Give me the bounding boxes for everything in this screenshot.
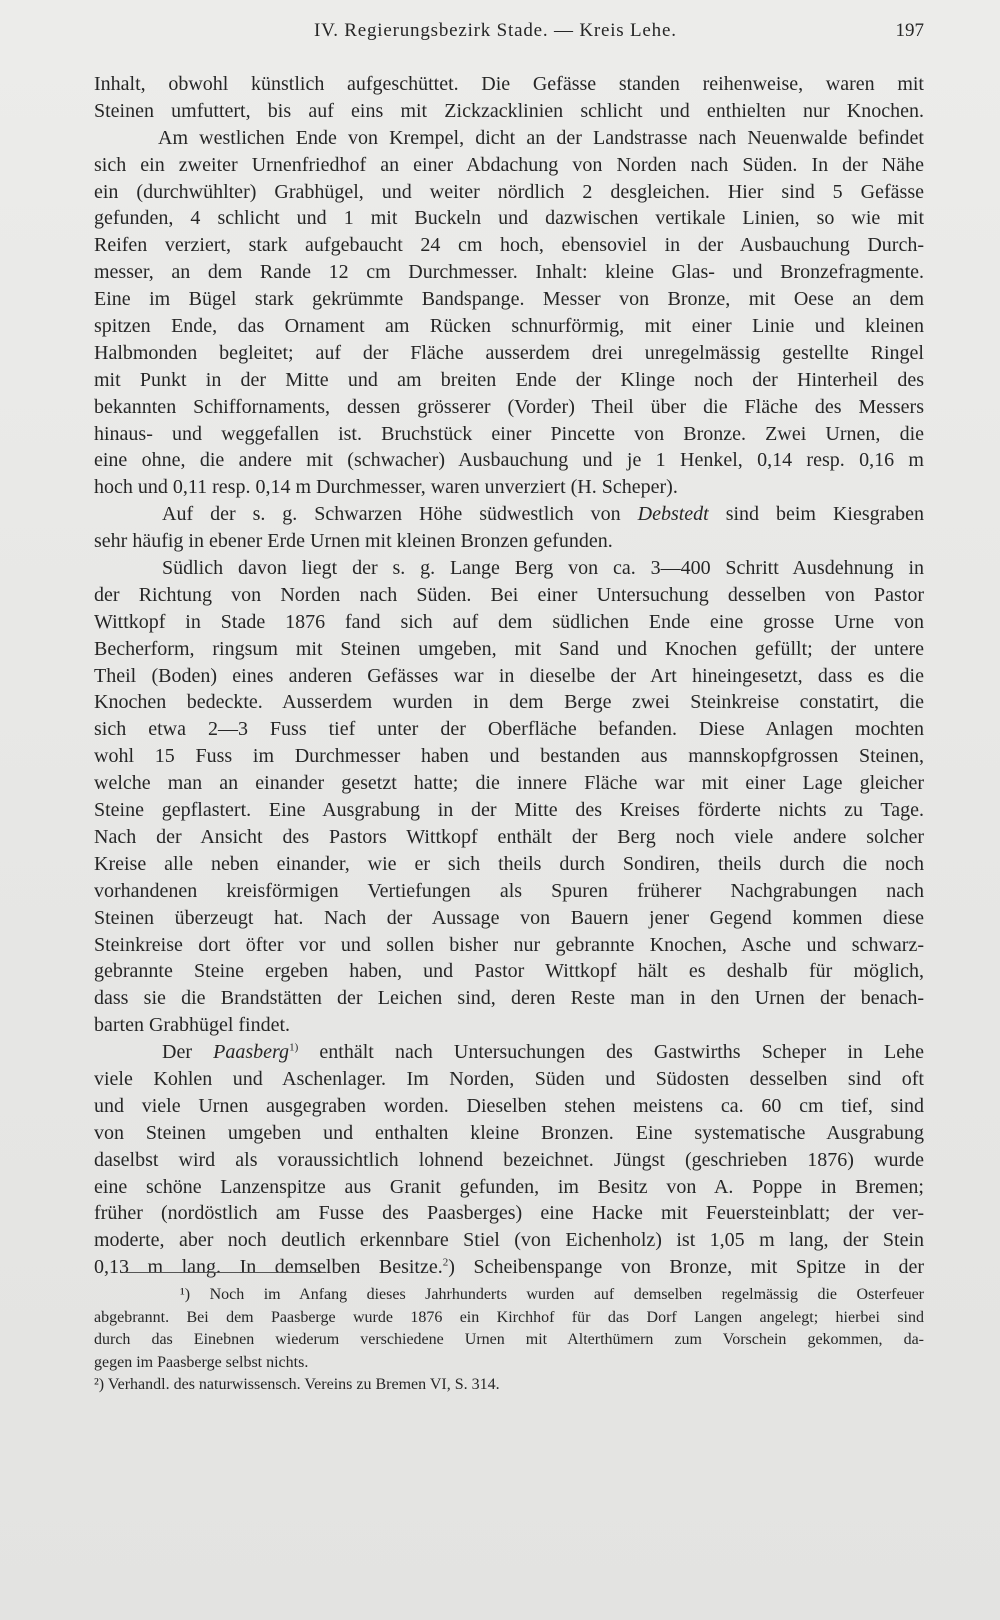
text-line: Südlich davon liegt der s. g. Lange Berg von ca. 3—400 Schritt Ausdehnung in (162, 557, 924, 580)
footnote-ref-1-close: ) (294, 1041, 299, 1054)
paasberg-suffix: enthält nach Untersuchungen des Gastwirths Scheper in Lehe (319, 1041, 924, 1064)
text-line: Halbmonden begleitet; auf der Fläche ausserdem drei unregelmässig gestellte Ringel (94, 341, 924, 364)
text-line: vorhandenen kreisförmigen Vertiefungen als Spuren früherer Nachgrabungen nach (94, 879, 924, 902)
footnote-ref-1[interactable] (289, 1041, 298, 1053)
text-line: Knochen bedeckte. Ausserdem wurden in dem Berge zwei Steinkreise constatirt, die (94, 691, 924, 714)
text-line: viele Kohlen und Aschenlager. Im Norden, Süden und Südosten desselben sind oft (94, 1067, 924, 1090)
footnote-1-line: abgebrannt. Bei dem Paasberge wurde 1876 ein Kirchhof für das Dorf Langen angelegt; hierbei sind (94, 1308, 924, 1326)
footnote-ref-2-close: ) (448, 1256, 455, 1279)
besitze-prefix: 0,13 m lang. In demselben Besitze. (94, 1256, 443, 1279)
text-line: Steinen überzeugt hat. Nach der Aussage von Bauern jener Gegend kommen diese (94, 906, 924, 929)
text-line: und viele Urnen ausgegraben worden. Dieselben stehen meistens ca. 60 cm tief, sind (94, 1094, 924, 1117)
footnote-separator (126, 1272, 326, 1273)
text-line: Wittkopf in Stade 1876 fand sich auf dem südlichen Ende eine grosse Urne von (94, 610, 924, 633)
text-line: Kreise alle neben einander, wie er sich theils durch Sondiren, theils durch die noch (94, 852, 924, 875)
text-line: messer, an dem Rande 12 cm Durchmesser. Inhalt: kleine Glas- und Bronzefragmente. (94, 261, 924, 284)
schwarzen-hoehe-prefix: Auf der s. g. Schwarzen Höhe südwestlich von (162, 503, 621, 526)
text-line: ein (durchwühlter) Grabhügel, und weiter nördlich 2 desgleichen. Hier sind 5 Gefässe (94, 180, 924, 203)
text-line: hinaus- und weggefallen ist. Bruchstück einer Pincette von Bronze. Zwei Urnen, die (94, 422, 924, 445)
footnote-1-line: durch das Einebnen wiederum verschiedene Urnen mit Alterthümern zum Vorschein gekommen, da- (94, 1331, 924, 1348)
text-line: spitzen Ende, das Ornament am Rücken schnurförmig, mit einer Linie und kleinen (94, 315, 924, 338)
text-line-schwarzen-hoehe (94, 501, 924, 528)
running-title: IV. Regierungsbezirk Stade. — Kreis Lehe. (314, 20, 677, 41)
text-line-paasberg (94, 1039, 924, 1066)
text-line: von Steinen umgeben und enthalten kleine Bronzen. Eine systematische Ausgrabung (94, 1121, 924, 1144)
text-line: Becherform, ringsum mit Steinen umgeben, mit Sand und Knochen gefüllt; der untere (94, 637, 924, 660)
text-line: sehr häufig in ebener Erde Urnen mit kleinen Bronzen gefunden. (94, 530, 613, 553)
text-line-besitze (94, 1254, 924, 1281)
text-line: gebrannte Steine ergeben haben, und Pastor Wittkopf hält es deshalb für möglich, (94, 960, 924, 983)
text-line: eine schöne Lanzenspitze aus Granit gefunden, im Besitz von A. Poppe in Bremen; (94, 1175, 924, 1198)
text-line: Reifen verziert, stark aufgebaucht 24 cm hoch, ebensoviel in der Ausbauchung Durch- (94, 234, 924, 257)
footnotes (94, 1284, 924, 1397)
text-line: hoch und 0,11 resp. 0,14 m Durchmesser, waren unverziert (H. Scheper). (94, 476, 678, 499)
text-line: wohl 15 Fuss im Durchmesser haben und bestanden aus mannskopfgrossen Steinen, (94, 745, 924, 768)
place-name-paasberg: Paasberg (213, 1041, 290, 1064)
text-line: sich ein zweiter Urnenfriedhof an einer Abdachung von Norden nach Süden. In der Nähe (94, 153, 924, 176)
footnote-ref-1-mark: 1 (289, 1041, 295, 1054)
text-line: Steinen umfuttert, bis auf eins mit Zickzacklinien schlicht und enthielten nur Knochen. (94, 99, 924, 122)
text-line: Eine im Bügel stark gekrümmte Bandspange. Messer von Bronze, mit Oese an dem (94, 288, 924, 311)
running-header (94, 20, 924, 50)
text-line: Inhalt, obwohl künstlich aufgeschüttet. Die Gefässe standen reihenweise, waren mit (94, 73, 924, 95)
text-line: daselbst wird als voraussichtlich lohnend bezeichnet. Jüngst (geschrieben 1876) wurde (94, 1148, 924, 1171)
text-line: barten Grabhügel findet. (94, 1014, 291, 1037)
schwarzen-hoehe-suffix: sind beim Kiesgraben (725, 503, 925, 526)
text-line: eine ohne, die andere mit (schwacher) Ausbauchung und je 1 Henkel, 0,14 resp. 0,16 m (94, 449, 924, 472)
text-line: moderte, aber noch deutlich erkennbare Stiel (von Eichenholz) ist 1,05 m lang, der Stein (94, 1229, 924, 1252)
text-line: der Richtung von Norden nach Süden. Bei einer Untersuchung desselben von Pastor (94, 583, 924, 606)
place-name-debstedt: Debstedt (637, 503, 709, 526)
page-number: 197 (895, 20, 924, 41)
paasberg-prefix: Der (162, 1041, 192, 1064)
text-line: mit Punkt in der Mitte und am breiten Ende der Klinge noch der Hinterheil des (94, 368, 924, 391)
footnote-1-line: gegen im Paasberge selbst nichts. (94, 1353, 309, 1371)
footnote-ref-2-mark: 2 (442, 1256, 449, 1269)
main-text (94, 71, 924, 1281)
text-line: Theil (Boden) eines anderen Gefässes war in dieselbe der Art hineingesetzt, dass es die (94, 664, 924, 687)
text-line: dass sie die Brandstätten der Leichen sind, deren Reste man in den Urnen der benach- (94, 987, 924, 1010)
text-line: Nach der Ansicht des Pastors Wittkopf enthält der Berg noch viele andere solcher (94, 825, 924, 848)
text-line: Steine gepflastert. Eine Ausgrabung in der Mitte des Kreises förderte nichts zu Tage. (94, 799, 924, 822)
text-line: Steinkreise dort öfter vor und sollen bisher nur gebrannte Knochen, Asche und schwarz- (94, 933, 924, 956)
text-line: gefunden, 4 schlicht und 1 mit Buckeln und dazwischen vertikale Linien, so wie mit (94, 207, 924, 230)
footnote-2: ²) Verhandl. des naturwissensch. Vereins zu Bremen VI, S. 314. (94, 1376, 500, 1393)
besitze-suffix: Scheibenspange von Bronze, mit Spitze in der (473, 1256, 925, 1279)
text-line: früher (nordöstlich am Fusse des Paasberges) eine Hacke mit Feuersteinblatt; der ver- (94, 1202, 924, 1225)
text-line: bekannten Schiffornaments, dessen grösserer (Vorder) Theil über die Fläche des Messers (94, 395, 924, 418)
footnote-1-line: ¹) Noch im Anfang dieses Jahrhunderts wurden auf demselben regelmässig die Osterfeuer (180, 1286, 924, 1303)
text-line: Am westlichen Ende von Krempel, dicht an der Landstrasse nach Neuenwalde befindet (158, 126, 924, 149)
text-line: welche man an einander gesetzt hatte; die innere Fläche war mit einer Lage gleicher (94, 772, 924, 795)
text-line: sich etwa 2—3 Fuss tief unter der Oberfläche befanden. Diese Anlagen mochten (94, 718, 924, 741)
